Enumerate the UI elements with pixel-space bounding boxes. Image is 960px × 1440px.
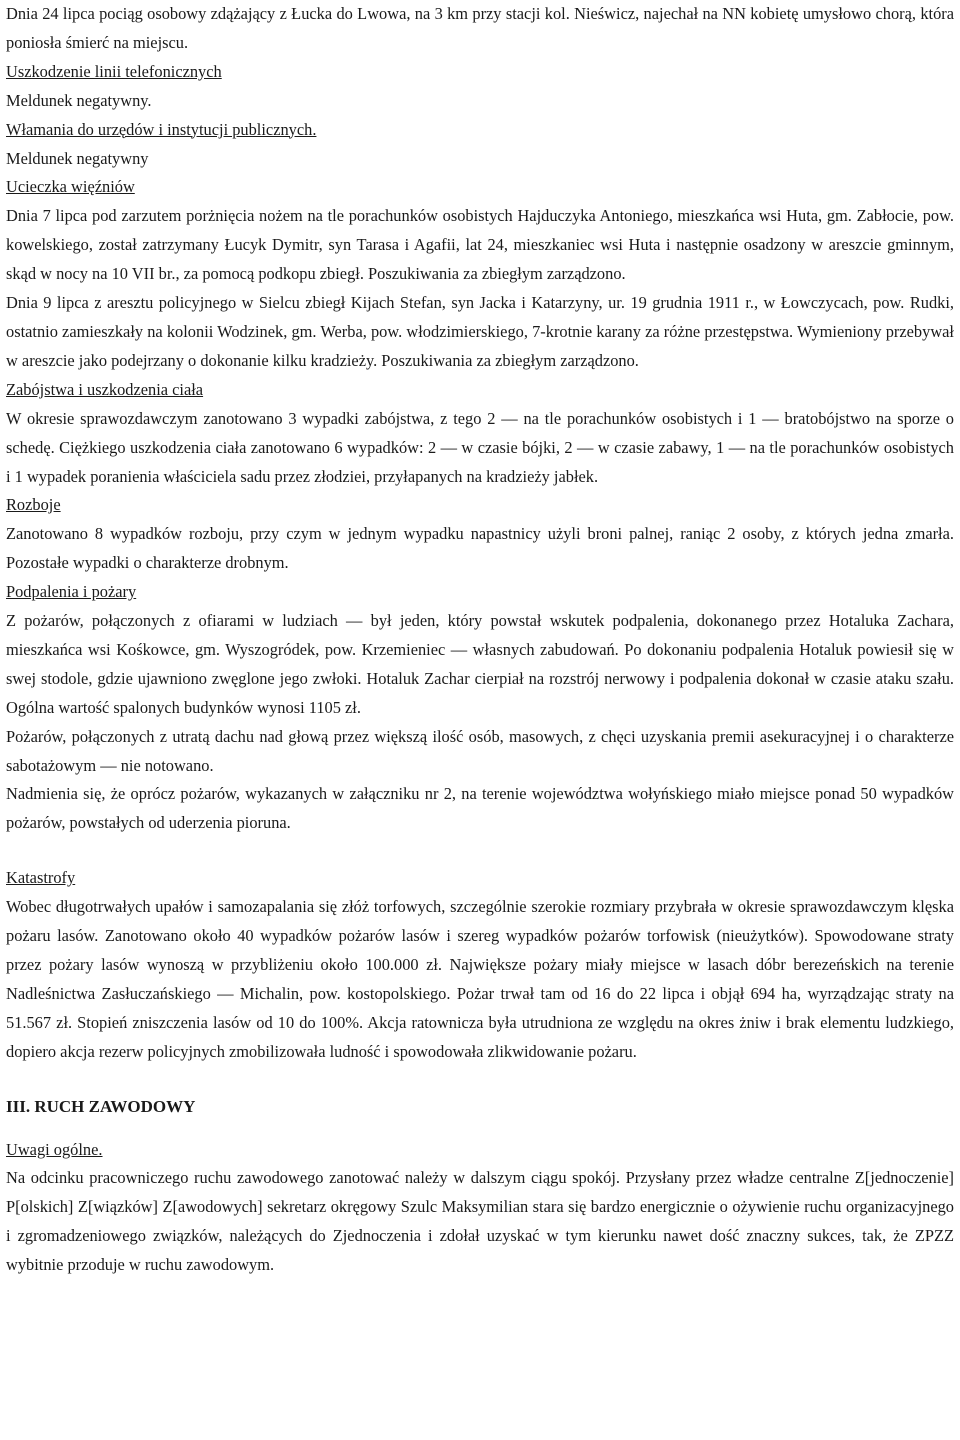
rozboje-paragraph: Zanotowano 8 wypadków rozboju, przy czym w jednym wypadku napastnicy użyli broni palnej, raniąc 2 osoby, z których jedna zmarła. Pozostałe wypadki o charakterze drobnym. <box>6 524 954 573</box>
heading-telefon: Uszkodzenie linii telefonicznych <box>6 61 222 81</box>
wlamania-text: Meldunek negatywny <box>6 148 149 168</box>
ucieczka-paragraph-2: Dnia 9 lipca z aresztu policyjnego w Sielcu zbiegł Kijach Stefan, syn Jacka i Katarzyny, ur. 19 grudnia 1911 r., w Łowczycach, pow. Rudki, ostatnio zamieszkały na kolonii Wodzinek, gm. Werba, pow. włodzimierskiego, 7-krotnie karany za różne przestępstwa. Wymieniony przebywał w areszcie jako podejrzany o dokonanie kilku kradzieży. Poszukiwania za zbiegłym zarządzono. <box>6 293 954 370</box>
intro-paragraph: Dnia 24 lipca pociąg osobowy zdążający z Łucka do Lwowa, na 3 km przy stacji kol. Nieświcz, najechał na NN kobietę umysłowo chorą, która poniosła śmierć na miejscu. <box>6 4 954 52</box>
podpalenia-paragraph-3: Nadmienia się, że oprócz pożarów, wykazanych w załączniku nr 2, na terenie województwa wołyńskiego miało miejsce ponad 50 wypadków pożarów, powstałych od uderzenia pioruna. <box>6 784 954 833</box>
heading-katastrofy: Katastrofy <box>6 868 76 888</box>
telefon-text: Meldunek negatywny. <box>6 90 152 110</box>
section-spacer <box>6 838 954 864</box>
heading-ucieczka: Ucieczka więźniów <box>6 177 135 197</box>
podpalenia-paragraph-1: Z pożarów, połączonych z ofiarami w ludziach — był jeden, który powstał wskutek podpalenia, dokonanego przez Hotaluka Zachara, mieszkańca wsi Kośkowce, gm. Wyszogródek, pow. Krzemieniec — własnych zabudowań. Po dokonaniu podpalenia Hotaluk powiesił się w swej stodole, gdzie ujawniono zwęglone jego zwłoki. Hotaluk Zachar cierpiał na rozstrój nerwowy i podpalenia dokonał w czasie ataku szału. Ogólna wartość spalonych budynków wynosi 1105 zł. <box>6 611 954 717</box>
heading-rozboje: Rozboje <box>6 495 61 515</box>
heading-zabojstwa: Zabójstwa i uszkodzenia ciała <box>6 379 204 399</box>
heading-podpalenia: Podpalenia i pożary <box>6 582 137 602</box>
ruch-paragraph: Na odcinku pracowniczego ruchu zawodowego zanotować należy w dalszym ciągu spokój. Przysłany przez władze centralne Z[jednoczenie] P[olskich] Z[wiązków] Z[awodowych] sekretarz okręgowy Szulc Maksymilian stara się bardzo energicznie o ożywienie ruchu organizacyjnego i zgromadzeniowego związków, należących do Zjednoczenia i zdołał uzyskać w tym kierunku nawet dość znaczny sukces, tak, że ZPZZ wybitnie przoduje w ruchu zawodowym. <box>6 1168 954 1275</box>
section-spacer <box>6 1122 954 1136</box>
section-spacer <box>6 1067 954 1093</box>
heading-uwagi-ogolne: Uwagi ogólne. <box>6 1139 103 1159</box>
heading-wlamania: Włamania do urzędów i instytucji publicznych. <box>6 119 317 139</box>
katastrofy-paragraph: Wobec długotrwałych upałów i samozapalania się złóż torfowych, szczególnie szerokie rozmiary przybrała w okresie sprawozdawczym klęska pożaru lasów. Zanotowano około 40 wypadków pożarów lasów i szereg wypadków pożarów torfowisk (nieużytków). Spowodowane straty przez pożary lasów wynoszą w przybliżeniu około 100.000 zł. Największe pożary miały miejsce w lasach dóbr berezeńskich na terenie Nadleśnictwa Zasłuczańskiego — Michalin, pow. kostopolskiego. Pożar trwał tam od 16 do 22 lipca i objął 694 ha, wyrządzając straty na 51.567 zł. Stopień zniszczenia lasów od 10 do 100%. Akcja ratownicza była utrudniona ze względu na okres żniw i brak elementu ludzkiego, dopiero akcja rezerw policyjnych zmobilizowała ludność i spowodowała zlikwidowanie pożaru. <box>6 897 954 1061</box>
document-body <box>6 0 954 1280</box>
podpalenia-paragraph-2: Pożarów, połączonych z utratą dachu nad głową przez większą ilość osób, masowych, z chęci uzyskania premii asekuracyjnej i o charakterze sabotażowym — nie notowano. <box>6 726 954 775</box>
heading-ruch-zawodowy: III. RUCH ZAWODOWY <box>6 1096 196 1116</box>
zabojstwa-paragraph: W okresie sprawozdawczym zanotowano 3 wypadki zabójstwa, z tego 2 — na tle porachunków osobistych i 1 — bratobójstwo na sporze o schedę. Ciężkiego uszkodzenia ciała zanotowano 6 wypadków: 2 — w czasie bójki, 2 — w czasie zabawy, 1 — na tle porachunków osobistych i 1 wypadek poranienia właściciela sadu przez złodziei, przyłapanych na kradzieży jabłek. <box>6 408 954 486</box>
ucieczka-paragraph-1: Dnia 7 lipca pod zarzutem porżnięcia nożem na tle porachunków osobistych Hajduczyka Antoniego, mieszkańca wsi Huta, gm. Zabłocie, pow. kowelskiego, został zatrzymany Łucyk Dymitr, syn Tarasa i Agafii, lat 24, mieszkaniec wsi Huta i następnie osadzony w areszcie gminnym, skąd w nocy na 10 VII br., za pomocą podkopu zbiegł. Poszukiwania za zbiegłym zarządzono. <box>6 206 954 284</box>
